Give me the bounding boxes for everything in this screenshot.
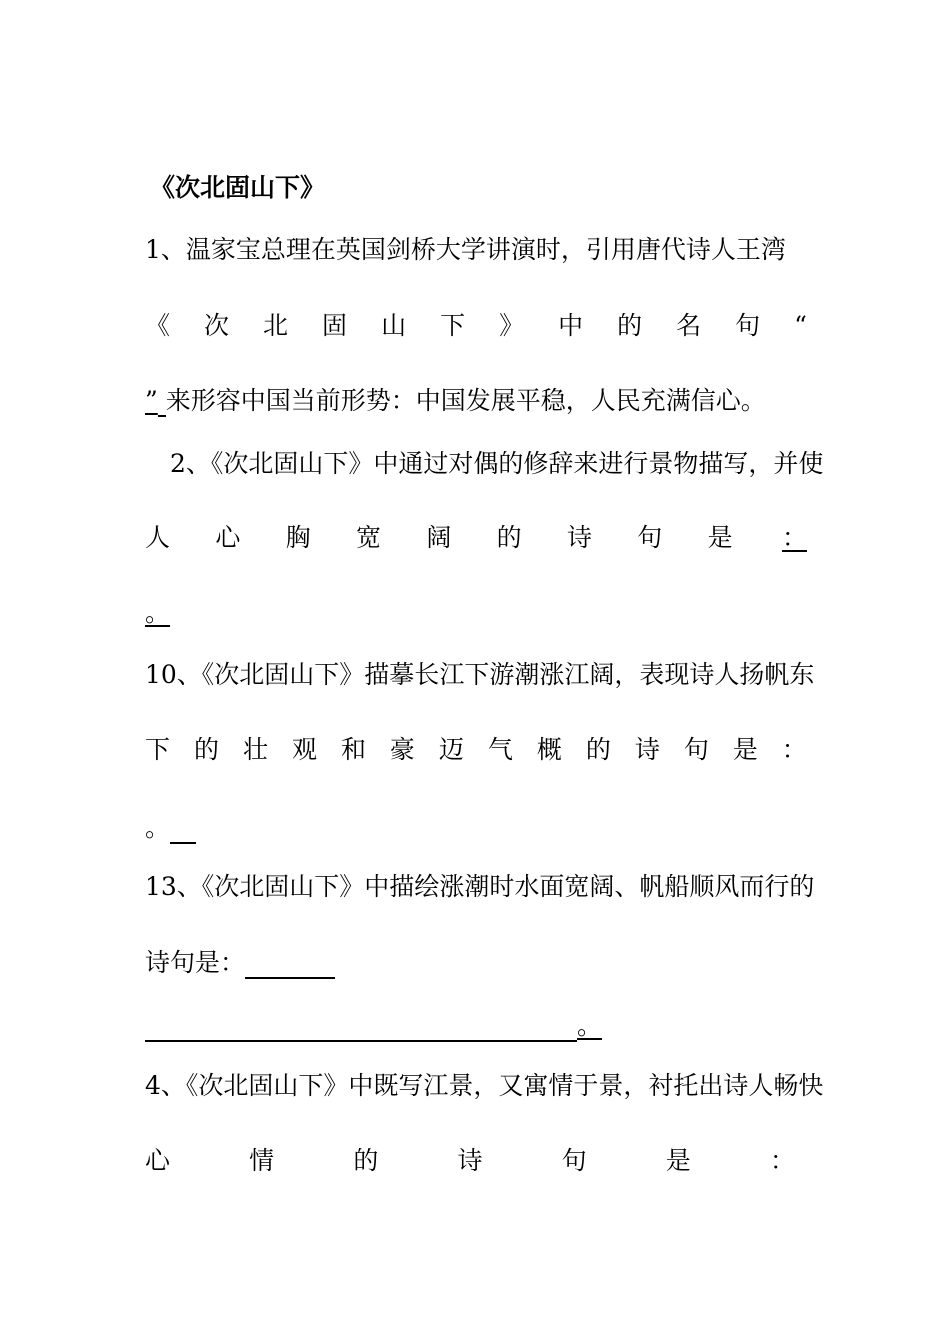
q1-answer-blank[interactable]: ” xyxy=(145,386,158,415)
q1-char: 北 xyxy=(263,311,289,340)
q10-line1: 10、《次北固山下》描摹长江下游潮涨江阔，表现诗人扬帆东 xyxy=(145,660,815,689)
q4-char: 心 xyxy=(145,1146,171,1175)
q2-char: 是 xyxy=(707,523,733,552)
q13-answer-blank[interactable] xyxy=(245,949,335,979)
q4-char: 的 xyxy=(353,1146,379,1175)
q10-char: ： xyxy=(781,735,807,764)
q2-char: 句 xyxy=(637,523,663,552)
q10-line2 xyxy=(145,734,807,766)
q2-char: 的 xyxy=(496,523,522,552)
q13-line1: 13、《次北固山下》中描绘涨潮时水面宽阔、帆船顺风而行的 xyxy=(145,872,815,901)
q10-answer-end: 。 xyxy=(145,813,171,842)
q10-char: 句 xyxy=(683,735,709,764)
q1-char: 句 xyxy=(735,311,761,340)
q1-char: 名 xyxy=(676,311,702,340)
q10-char: 概 xyxy=(536,735,562,764)
q4-char: 是 xyxy=(665,1146,691,1175)
q4-char: 情 xyxy=(249,1146,275,1175)
q4-line1: 4、《次北固山下》中既写江景，又寓情于景，衬托出诗人畅快 xyxy=(145,1071,824,1100)
q2-char: 宽 xyxy=(355,523,381,552)
document-title: 《次北固山下》 xyxy=(150,173,326,202)
q1-char: 次 xyxy=(204,311,230,340)
q10-answer-blank[interactable] xyxy=(170,814,196,844)
q1-line3-text: 来形容中国当前形势：中国发展平稳，人民充满信心。 xyxy=(165,386,766,415)
q13-line2 xyxy=(145,947,807,979)
q4-char: 句 xyxy=(561,1146,587,1175)
q1-char: 固 xyxy=(322,311,348,340)
q10-char: 下 xyxy=(145,735,171,764)
q1-char: 》 xyxy=(499,311,525,340)
q2-char: 人 xyxy=(145,523,171,552)
q1-char: 的 xyxy=(617,311,643,340)
q2-char: 诗 xyxy=(566,523,592,552)
q4-line2 xyxy=(145,1145,795,1177)
q10-char: 迈 xyxy=(438,735,464,764)
q1-char: 《 xyxy=(145,311,171,340)
q4-char: 诗 xyxy=(457,1146,483,1175)
q10-char: 壮 xyxy=(242,735,268,764)
q10-char: 和 xyxy=(340,735,366,764)
q1-line2 xyxy=(145,310,807,342)
q1-char: 中 xyxy=(558,311,584,340)
q2-line2 xyxy=(145,522,807,554)
q2-answer-end[interactable]: 。 xyxy=(145,598,171,627)
q1-char: “ xyxy=(794,311,807,340)
q2-char: 心 xyxy=(215,523,241,552)
q10-line3 xyxy=(145,812,807,844)
q10-char: 豪 xyxy=(389,735,415,764)
q10-char: 的 xyxy=(193,735,219,764)
q10-char: 观 xyxy=(291,735,317,764)
q2-line3 xyxy=(145,597,807,629)
q10-char: 诗 xyxy=(634,735,660,764)
q2-line1: 2、《次北固山下》中通过对偶的修辞来进行景物描写，并使 xyxy=(170,449,824,478)
q10-char: 气 xyxy=(487,735,513,764)
q10-char: 的 xyxy=(585,735,611,764)
q2-char: 阔 xyxy=(426,523,452,552)
q1-line3 xyxy=(145,385,807,417)
q13-answer-blank-long[interactable] xyxy=(145,1012,577,1042)
q13-answer-end: 。 xyxy=(577,1011,603,1040)
q1-blank-underline xyxy=(158,387,166,417)
q10-char: 是 xyxy=(732,735,758,764)
q2-char: 胸 xyxy=(285,523,311,552)
q1-char: 下 xyxy=(440,311,466,340)
q13-prompt: 诗句是： xyxy=(145,948,246,977)
q4-char: ： xyxy=(769,1146,795,1175)
q1-char: 山 xyxy=(381,311,407,340)
q2-answer-blank[interactable]: ： xyxy=(781,523,807,552)
q1-line1: 1、温家宝总理在英国剑桥大学讲演时，引用唐代诗人王湾 xyxy=(145,235,786,264)
q13-line3 xyxy=(145,1010,807,1042)
